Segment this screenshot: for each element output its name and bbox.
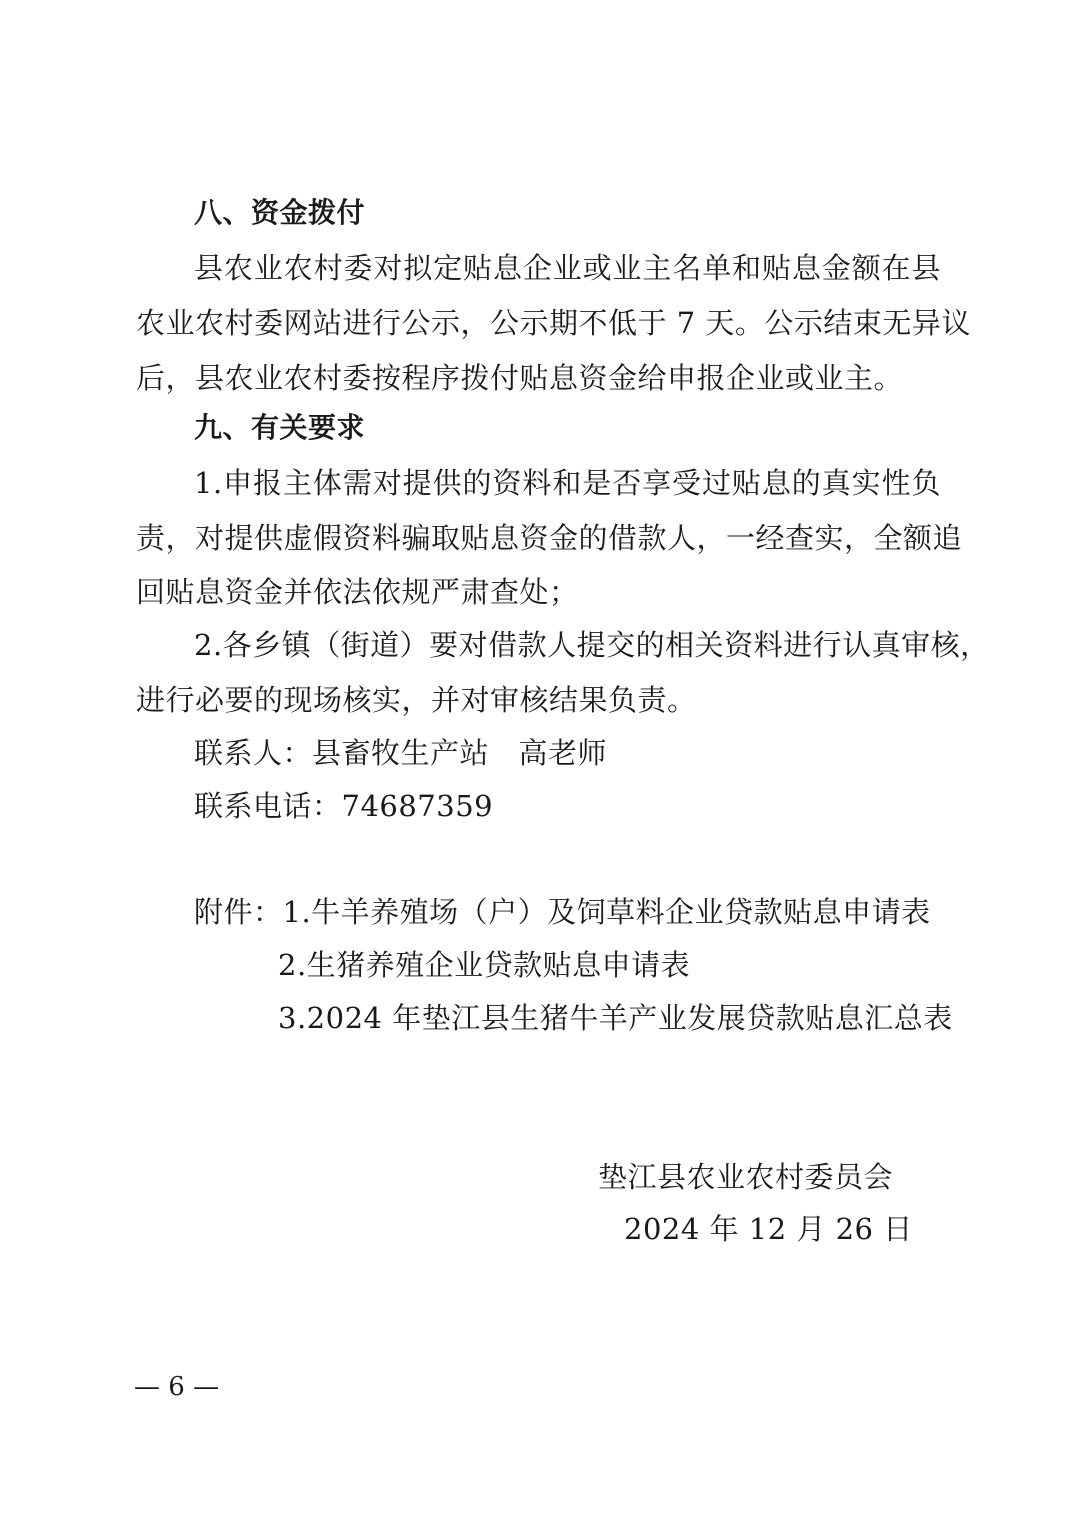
attachment-item-3: 3.2024 年垫江县生猪牛羊产业发展贷款贴息汇总表: [278, 1001, 953, 1035]
paragraph-line: 后，县农业农村委按程序拨付贴息资金给申报企业或业主。: [136, 361, 904, 395]
signature-date: 2024 年 12 月 26 日: [624, 1212, 913, 1246]
paragraph-line: 农业农村委网站进行公示，公示期不低于 7 天。公示结束无异议: [136, 306, 971, 340]
attachment-item-1: 附件：1.牛羊养殖场（户）及饲草料企业贷款贴息申请表: [194, 895, 931, 929]
section-heading-requirements: 九、有关要求: [194, 411, 366, 444]
paragraph-line: 进行必要的现场核实，并对审核结果负责。: [136, 683, 697, 717]
section-heading-funding: 八、资金拨付: [194, 196, 366, 229]
paragraph-line: 2.各乡镇（街道）要对借款人提交的相关资料进行认真审核，: [194, 628, 990, 662]
contact-person: 联系人：县畜牧生产站 高老师: [194, 736, 608, 770]
signature-organization: 垫江县农业农村委员会: [598, 1160, 894, 1194]
paragraph-line: 回贴息资金并依法依规严肃查处；: [136, 575, 579, 609]
page-number: — 6 —: [134, 1372, 220, 1402]
paragraph-line: 1.申报主体需对提供的资料和是否享受过贴息的真实性负: [194, 466, 941, 500]
attachment-item-2: 2.生猪养殖企业贷款贴息申请表: [278, 948, 691, 982]
paragraph-line: 责，对提供虚假资料骗取贴息资金的借款人，一经查实，全额追: [136, 521, 963, 555]
paragraph-line: 县农业农村委对拟定贴息企业或业主名单和贴息金额在县: [194, 251, 941, 285]
contact-phone: 联系电话：74687359: [194, 789, 494, 823]
